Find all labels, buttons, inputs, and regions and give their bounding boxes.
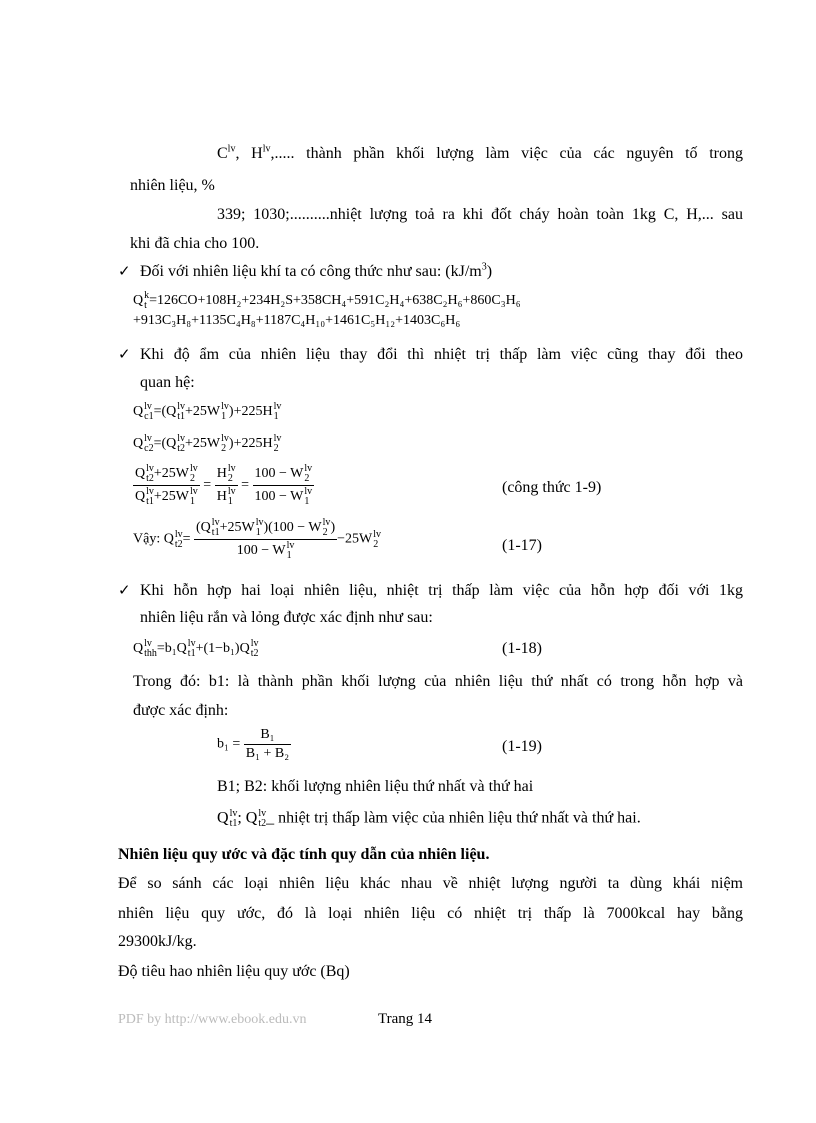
para6-line3: 29300kJ/kg. <box>118 933 197 950</box>
page-number: Trang 14 <box>378 1011 433 1027</box>
equation-qthh: Q lv thh =b₁Q lv t1 +(1−b₁)Q lv t2 <box>133 638 259 659</box>
para2-line2: khi đã chia cho 100. <box>130 235 260 252</box>
equation-qc1: Q lv c1 =(Q lv t1 +25W lv 1 )+225H lv 1 <box>133 401 282 422</box>
para3-line1: Trong đó: b1: là thành phần khối lượng của nhiên liệu thứ nhất có trong hỗn hợp và <box>133 673 743 690</box>
bullet1: ✓ Đối với nhiên liệu khí ta có công thức như sau: $(kJ/m^3)$ <box>118 261 493 280</box>
para7: Độ tiêu hao nhiên liệu quy ước (Bq) <box>118 963 350 980</box>
equation-label-1-17: (1-17) <box>502 537 542 554</box>
para1-line2: nhiên liệu, % <box>130 177 215 194</box>
bullet2-line1: ✓ Khi độ ẩm của nhiên liệu thay đổi thì nhiệt trị thấp làm việc cũng thay đổi theo <box>118 345 743 363</box>
bullet2-line2: quan hệ: <box>140 374 195 391</box>
equation-ratio: Q lv t2 +25W lv 2 Q lv t1 +25W lv 1 = H lv 2 H lv 1 = 100 − W lv 2 100 − W lv 1 <box>135 463 313 507</box>
check-icon: ✓ <box>118 581 131 599</box>
gas-formula-line1: Q k t =126CO+108H₂+234H₂S+358CH₄+591C₂H₄+638C₂H₆+860C₃H₆ <box>133 290 521 311</box>
check-icon: ✓ <box>118 262 131 280</box>
equation-qt2: Vậy: Q lv t2 = (Q lv t1 +25W lv 1 )(100 − W lv 2 ) 100 − W lv 1 −25W lv 2 <box>133 517 381 561</box>
para5: Q lv t1 ; Q lv t2 _ nhiệt trị thấp làm việc của nhiên liệu thứ nhất và thứ hai. <box>217 808 641 829</box>
bullet3-line1: ✓ Khi hỗn hợp hai loại nhiên liệu, nhiệt trị thấp làm việc của hỗn hợp đối với 1kg <box>118 581 743 599</box>
para3-line2: được xác định: <box>133 702 229 719</box>
gas-formula-line2: +913C₃H₈+1135C₄H₈+1187C₄H₁₀+1461C₅H₁₂+1403C₆H₆ <box>133 313 461 328</box>
para1-line1: $C^{lv}$, $H^{lv}$,..... thành phần khối lượng làm việc của các nguyên tố trong <box>217 143 743 162</box>
check-icon: ✓ <box>118 345 131 363</box>
equation-label-1-9: (công thức 1-9) <box>502 479 602 496</box>
section-heading: Nhiên liệu quy ước và đặc tính quy dẫn của nhiên liệu. <box>118 846 490 863</box>
bullet3-line2: nhiên liệu rắn và lỏng được xác định như sau: <box>140 609 433 626</box>
footer-link[interactable]: PDF by http://www.ebook.edu.vn <box>118 1012 307 1027</box>
para6-line2: nhiên liệu quy ước, đó là loại nhiên liệu có nhiệt trị thấp là 7000kcal hay bằng <box>118 905 743 922</box>
para4: B1; B2: khối lượng nhiên liệu thứ nhất và thứ hai <box>217 778 534 795</box>
equation-label-1-19: (1-19) <box>502 738 542 755</box>
equation-b1: b₁ = $\frac{\text{B₁}}{\text{B₁ + B₂}}$ <box>217 727 290 761</box>
para6-line1: Để so sánh các loại nhiên liệu khác nhau về nhiệt lượng người ta dùng khái niệm <box>118 875 743 892</box>
para2-line1: 339; 1030;..........nhiệt lượng toả ra khi đốt cháy hoàn toàn 1kg C, H,... sau <box>217 206 743 223</box>
equation-qc2: Q lv c2 =(Q lv t2 +25W lv 2 )+225H lv 2 <box>133 433 282 454</box>
equation-label-1-18: (1-18) <box>502 640 542 657</box>
